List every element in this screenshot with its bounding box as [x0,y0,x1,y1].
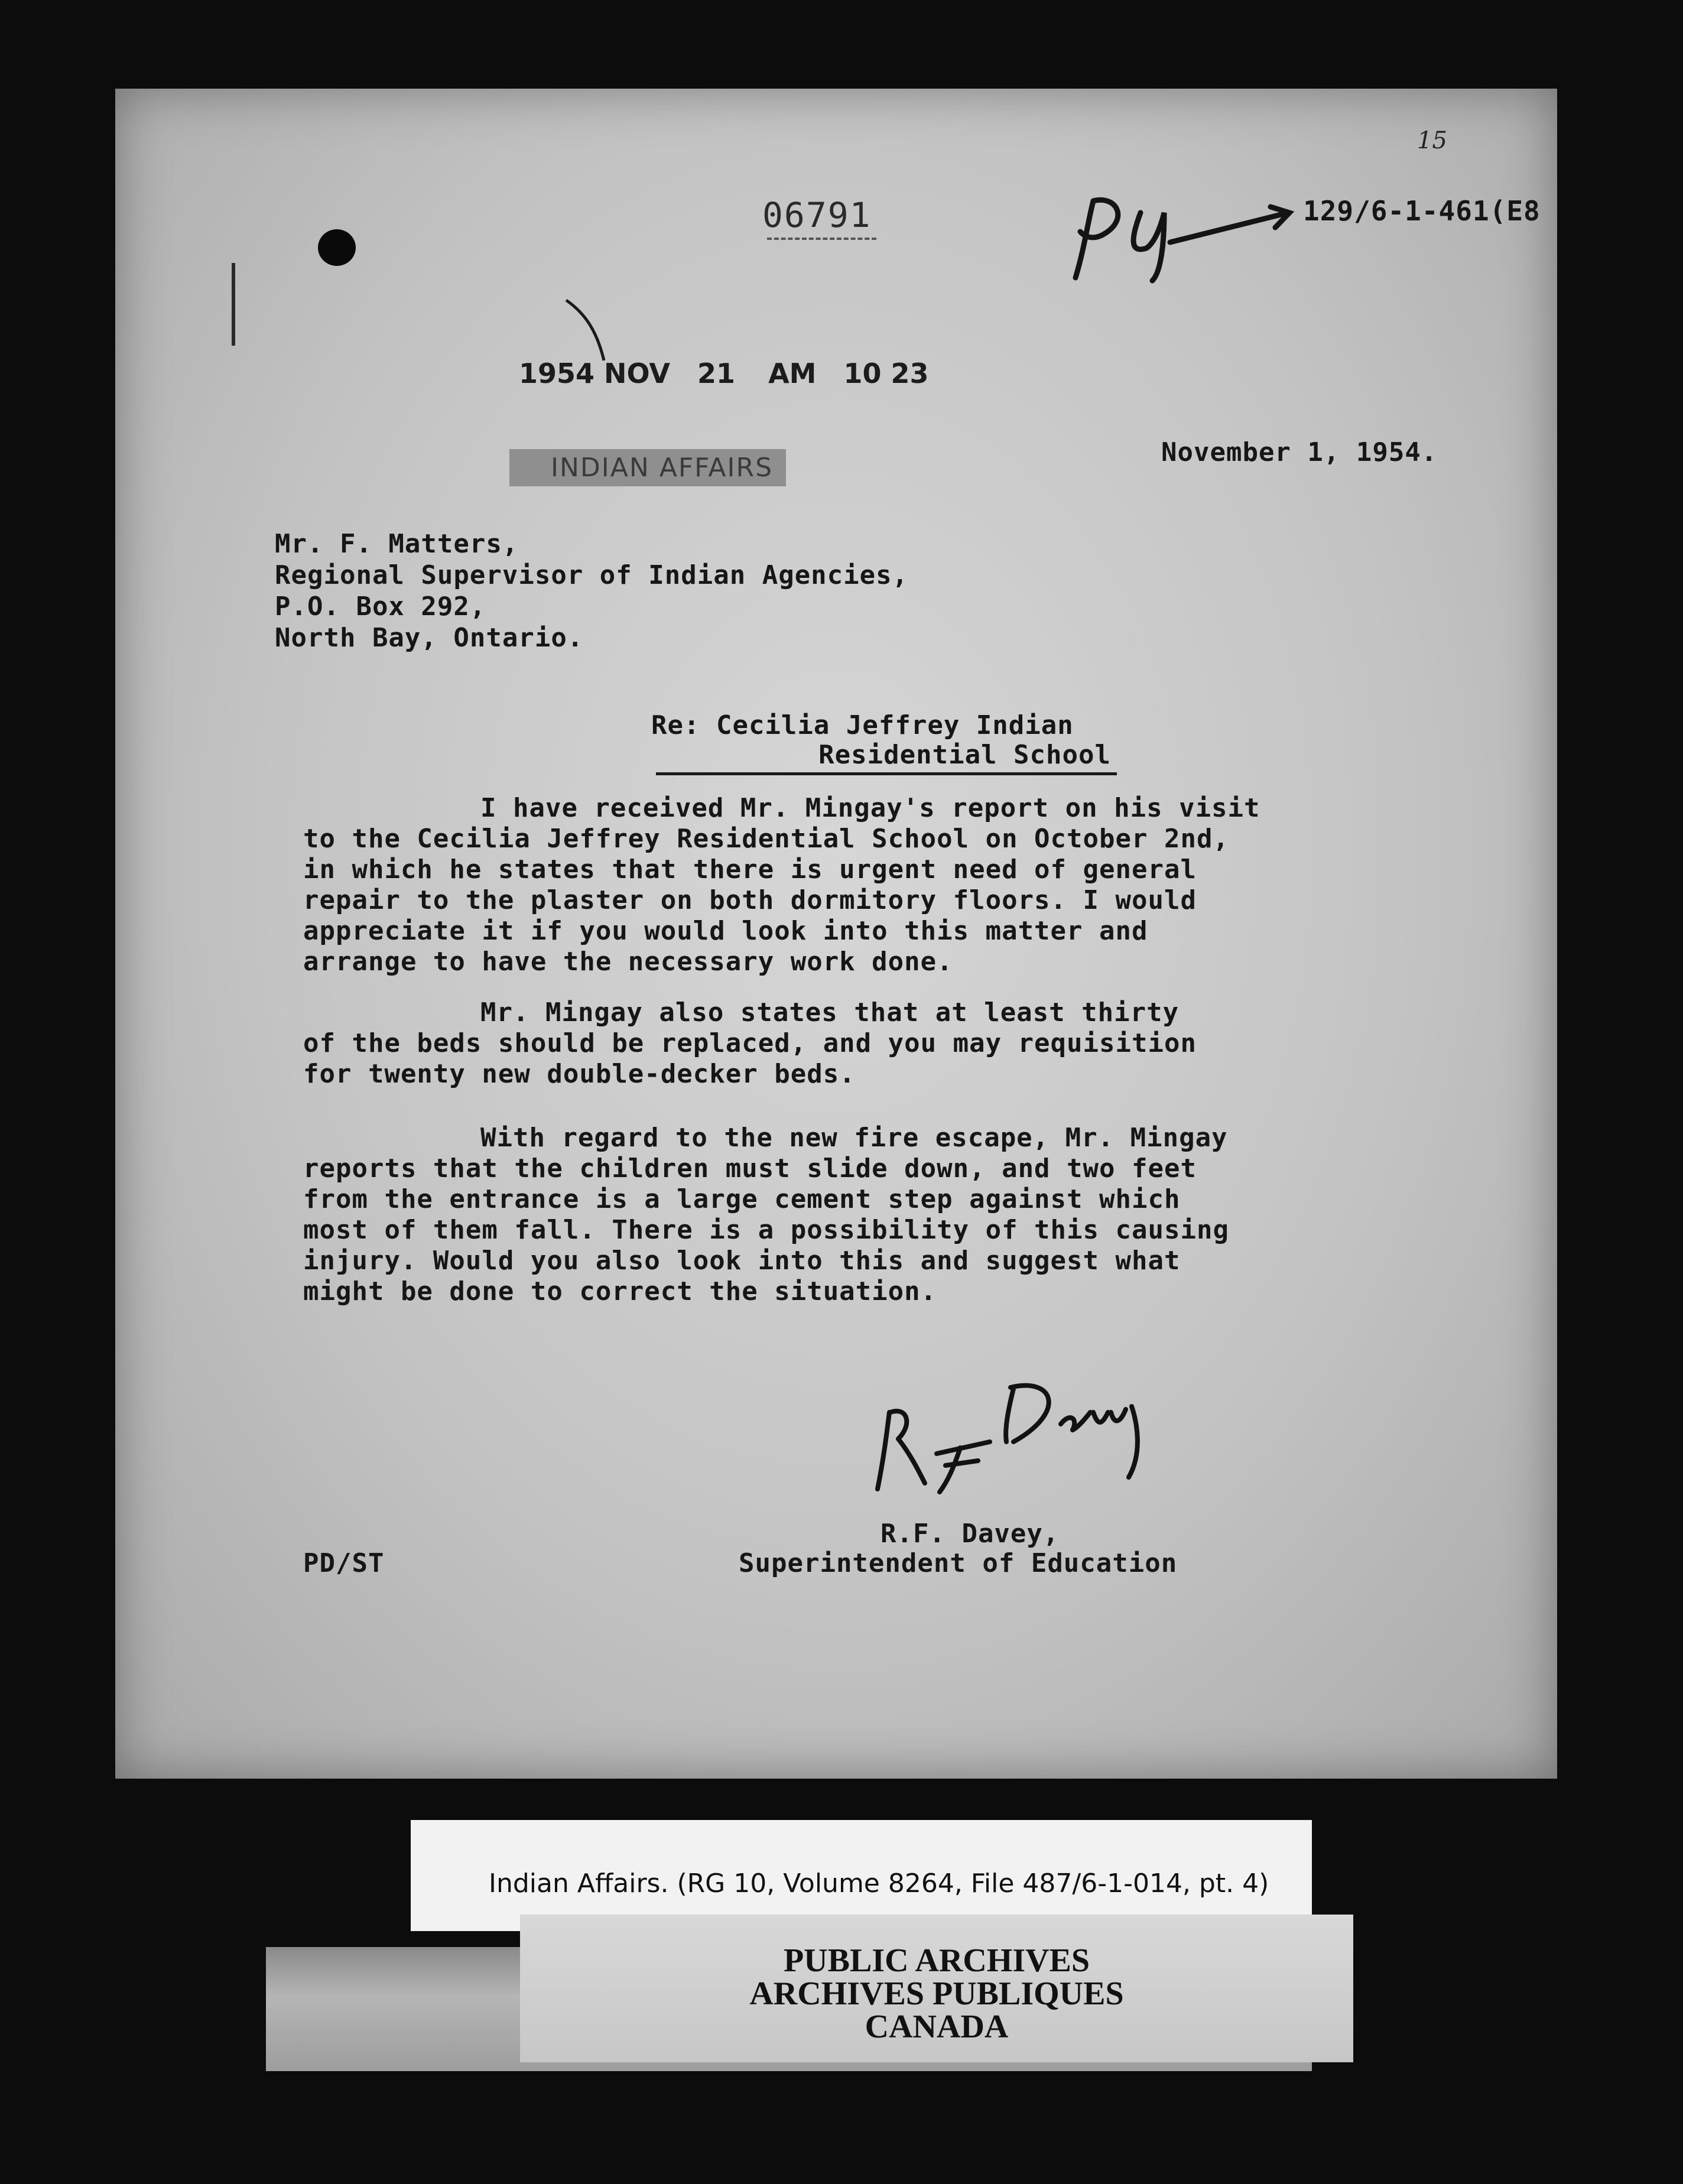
archive-reference: Indian Affairs. (RG 10, Volume 8264, File 487/6-1-014, pt. 4) [489,1868,1269,1899]
file-reference: 129/6-1-461(E8 [1303,195,1541,227]
paragraph-line: repair to the plaster on both dormitory floors. I would [303,885,1197,915]
paragraph-line: might be done to correct the situation. [303,1276,937,1306]
subject-line: Re: Cecilia Jeffrey Indian [651,710,1074,740]
stamp-underline [767,238,876,240]
paragraph-line: of the beds should be replaced, and you may requisition [303,1028,1197,1058]
body-paragraph [303,793,1426,977]
paragraph-line: injury. Would you also look into this and suggest what [303,1246,1181,1276]
signatory-name: R.F. Davey, [881,1519,1060,1549]
paragraph-line: I have received Mr. Mingay's report on his visit [480,793,1260,823]
punch-hole [318,229,356,266]
stamp-month: NOV [604,358,671,389]
body-paragraph [303,997,1426,1090]
paragraph-line: most of them fall. There is a possibility of this causing [303,1215,1229,1245]
addressee-line: North Bay, Ontario. [275,623,584,653]
stamp-ampm: AM [768,358,817,389]
department-stamp: INDIAN AFFAIRS [509,449,786,486]
paragraph-line: from the entrance is a large cement step against which [303,1184,1181,1214]
paragraph-line: arrange to have the necessary work done. [303,947,953,977]
addressee-block [275,529,908,654]
archive-stamp-label [520,1915,1353,2062]
paragraph-line: for twenty new double-decker beds. [303,1059,856,1089]
addressee-line: Regional Supervisor of Indian Agencies, [275,560,909,590]
stamp-tick-mark [561,295,615,366]
subject-line-underlined [656,740,1117,775]
stamp-year: 1954 [519,358,595,389]
archive-line: ARCHIVES PUBLIQUES [749,1975,1124,2012]
subject-line-2: Residential School [818,740,1111,770]
corner-mark: 15 [1417,127,1447,154]
paragraph-line: With regard to the new fire escape, Mr. Mingay [480,1123,1228,1153]
body-paragraph [303,1123,1426,1307]
file-number-stamp: 06791 [762,195,872,235]
addressee-line: P.O. Box 292, [275,592,486,622]
archive-line: PUBLIC ARCHIVES [783,1942,1090,1979]
stamp-day: 21 [697,358,736,389]
stamp-time: 10 23 [843,358,929,389]
paragraph-line: to the Cecilia Jeffrey Residential School on October 2nd, [303,824,1229,854]
addressee-line: Mr. F. Matters, [275,529,519,559]
handwritten-signature [866,1324,1173,1501]
typist-initials: PD/ST [303,1548,385,1578]
signatory-title: Superintendent of Education [739,1548,1178,1578]
paragraph-line: appreciate it if you would look into this matter and [303,916,1148,946]
paragraph-line: in which he states that there is urgent need of general [303,854,1197,885]
handwritten-initials-arrow [1052,177,1300,290]
archive-line: CANADA [865,2008,1009,2045]
letter-date: November 1, 1954. [1161,437,1438,467]
margin-mark [232,263,235,346]
paragraph-line: Mr. Mingay also states that at least thirty [480,997,1180,1028]
paragraph-line: reports that the children must slide down, and two feet [303,1153,1197,1184]
